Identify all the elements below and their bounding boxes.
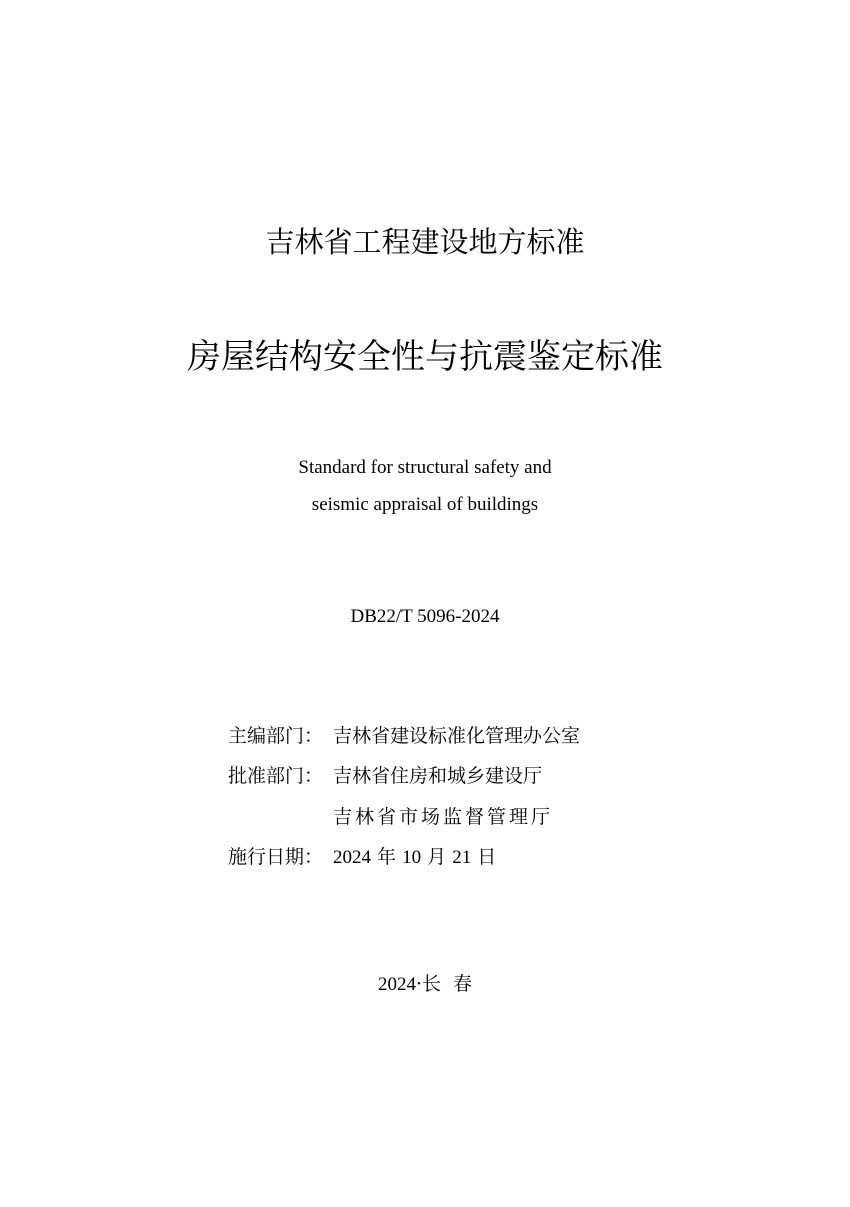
editor-department-value: 吉林省建设标准化管理办公室 [333, 725, 581, 747]
approver-department-label: 批准部门： [228, 765, 324, 787]
editor-department-row [228, 724, 648, 748]
effective-date-month: 10 [402, 847, 422, 868]
effective-date-row [228, 845, 648, 870]
effective-date-day: 21 [452, 847, 472, 868]
english-title-line-2: seismic appraisal of buildings [311, 494, 539, 515]
approver-department-value-1: 吉林省住房和城乡建设厅 [333, 765, 543, 787]
effective-date-value [333, 845, 496, 870]
publication-city: ·长 春 [415, 973, 473, 995]
effective-date-month-unit: 月 [421, 846, 453, 868]
effective-date-year: 2024 [333, 847, 371, 868]
series-title: 吉林省工程建设地方标准 [265, 225, 585, 259]
english-title-line-1: Standard for structural safety and [298, 457, 552, 478]
approver-department-row-2 [228, 805, 648, 829]
effective-date-year-unit: 年 [371, 846, 403, 868]
approver-department-row [228, 764, 648, 788]
standard-code: DB22/T 5096-2024 [350, 606, 500, 627]
publication-place-year [0, 972, 850, 997]
editor-department-label: 主编部门： [228, 725, 324, 747]
approver-department-value-2: 吉林省市场监督管理厅 [333, 806, 554, 828]
effective-date-day-unit: 日 [471, 846, 497, 868]
main-title: 房屋结构安全性与抗震鉴定标准 [187, 337, 663, 377]
effective-date-label: 施行日期： [228, 846, 324, 868]
publication-year: 2024 [377, 974, 416, 995]
